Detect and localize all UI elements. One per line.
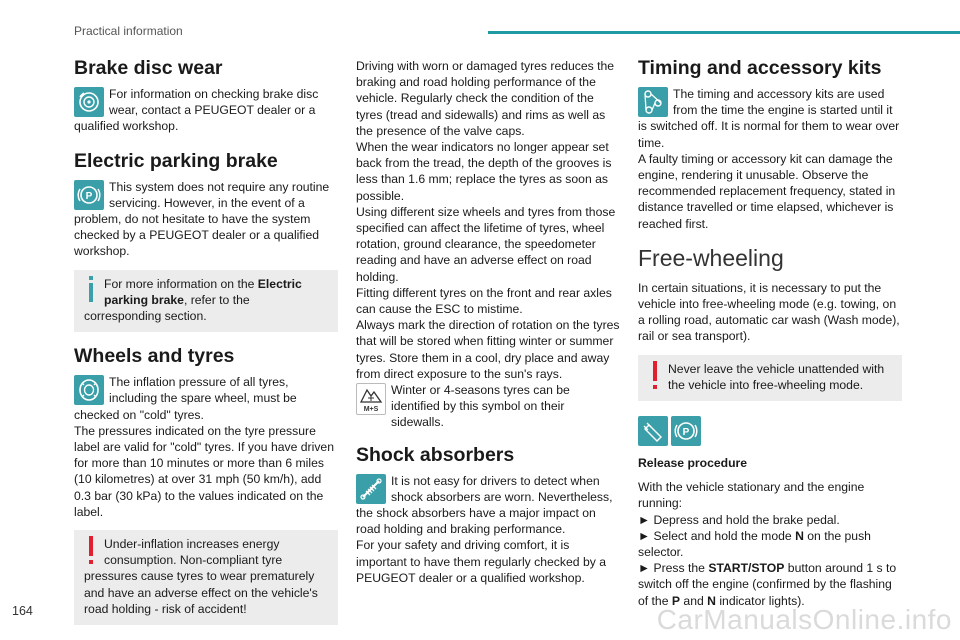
note-text-bold: Electric parking brake (104, 276, 302, 307)
tyres-para-5: Always mark the direction of rotation on the tyres that will be stored when fitting winter or summer tyres. Store them in a cool, dry place and away from direct exposure to the sun's rays. (356, 318, 620, 381)
wheels-text-1: The inflation pressure of all tyres, including the spare wheel, must be checked on "cold" tyres. (74, 375, 297, 422)
timing-text-2: A faulty timing or accessory kit can damage the engine, rendering it unusable. Observe the recommended replacement frequency, stated in distance travelled or time elapsed, whichever is reached first. (638, 151, 896, 231)
tyres-para-1: Driving with worn or damaged tyres reduces the braking and road holding performance of the vehicle. Regularly check the condition of the tyres (tread and sidewalls) and rims as well as the presence of the valve caps. (356, 59, 615, 138)
header-accent-bar (488, 31, 960, 34)
winter-tyre-icon (356, 383, 386, 415)
section-timing (638, 56, 902, 232)
svg-text:P: P (682, 427, 690, 439)
wash-mode-icon (638, 416, 668, 446)
release-step-2: ► Select and hold the mode N on the push selector. (638, 528, 871, 560)
header-section-title: Practical information (74, 24, 183, 38)
parking-brake-icon-2 (671, 416, 701, 446)
warning-note-free-wheeling (638, 355, 902, 401)
column-left (74, 56, 338, 637)
tyres-para-4: Fitting different tyres on the front and rear axles can cause the ESC to mistime. (356, 285, 612, 317)
tyres-para-3: Using different size wheels and tyres from those specified can affect the lifetime of tyres, wheel rotation, ground clearance, the speedometer reading and have an adverse effect on road holding. (356, 204, 616, 284)
ms-label: M+S (363, 406, 379, 414)
release-step-1: ► Depress and hold the brake pedal. (638, 512, 840, 527)
release-step-3: ► Press the START/STOP button around 1 s to switch off the engine (confirmed by the flashing of the P and N indicator lights). (638, 561, 897, 608)
page-number: 164 (12, 604, 33, 618)
warning-icon (648, 361, 662, 391)
wheels-heading: Wheels and tyres (74, 345, 235, 368)
section-free-wheeling (638, 246, 902, 609)
tyre-icon (74, 375, 104, 405)
brake-disc-icon (74, 87, 104, 117)
column-middle (356, 58, 620, 596)
wheels-text-2: The pressures indicated on the tyre pressure label are valid for "cold" tyres. If you have driven for more than 10 minutes or more than 6 miles (10 kilometres) at over 31 mph (50 km/h), add 0.3 bar (30 kPa) to the values indicated on the label. (74, 423, 334, 519)
warning-icon (84, 536, 98, 566)
section-wheels (74, 344, 338, 625)
svg-text:P: P (85, 190, 93, 202)
parking-brake-heading: Electric parking brake (74, 149, 278, 172)
shock-text-1: It is not easy for drivers to detect when shock absorbers are worn. Nevertheless, the shock absorbers have a major impact on road holding and braking performance. (356, 473, 613, 537)
shock-text-2: For your safety and driving comfort, it is important to have them regularly checked by a PEUGEOT dealer or a qualified workshop. (356, 538, 606, 585)
parking-brake-text: This system does not require any routine servicing. However, in the event of a problem, do not hesitate to have the system checked by a PEUGEOT dealer or a qualified workshop. (74, 179, 330, 259)
timing-heading: Timing and accessory kits (638, 57, 882, 79)
shock-absorbers-heading: Shock absorbers (356, 443, 515, 466)
free-wheeling-icons (638, 415, 902, 447)
tyre-warning-text: Under-inflation increases energy consumption. Non-compliant tyre pressures cause tyres to wear prematurely and have an adverse effect on the vehicle's road holding - risk of accident! (84, 537, 318, 616)
column-right (638, 56, 902, 619)
free-wheeling-warning-text: Never leave the vehicle unattended with the vehicle into free-wheeling mode. (668, 361, 885, 392)
info-icon (84, 276, 98, 306)
section-brake-disc (74, 56, 338, 135)
free-wheeling-text: In certain situations, it is necessary to put the vehicle into free-wheeling mode (e.g. towing, on a rolling road, automatic car wash (Wash mode), rail or sea transport). (638, 280, 900, 344)
timing-kit-icon (638, 87, 668, 117)
brake-disc-text: For information on checking brake disc wear, contact a PEUGEOT dealer or a qualified workshop. (74, 87, 319, 134)
brake-disc-heading: Brake disc wear (74, 57, 223, 79)
section-parking-brake (74, 149, 338, 333)
release-intro: With the vehicle stationary and the engine running: (638, 480, 865, 511)
note-text-pre: For more information on the (104, 276, 258, 291)
shock-absorber-icon (356, 474, 386, 504)
free-wheeling-heading: Free-wheeling (638, 244, 784, 271)
tyres-para-2: When the wear indicators no longer appear set back from the tread, the depth of the grooves is less than 1.6 mm; replace the tyres as soon as possible. (356, 140, 612, 203)
watermark: CarManualsOnline.info (656, 604, 952, 635)
section-shock-absorbers (356, 443, 620, 586)
note-text-post: , refer to the corresponding section. (84, 292, 250, 324)
info-note (74, 270, 338, 333)
parking-brake-icon (74, 180, 104, 210)
release-procedure-title: Release procedure (638, 456, 748, 471)
warning-note-tyres (74, 530, 338, 625)
winter-tyre-text: Winter or 4-seasons tyres can be identified by this symbol on their sidewalls. (391, 383, 570, 430)
timing-text-1: The timing and accessory kits are used from the time the engine is started until it is switched off. It is normal for them to wear over time. (638, 87, 900, 150)
